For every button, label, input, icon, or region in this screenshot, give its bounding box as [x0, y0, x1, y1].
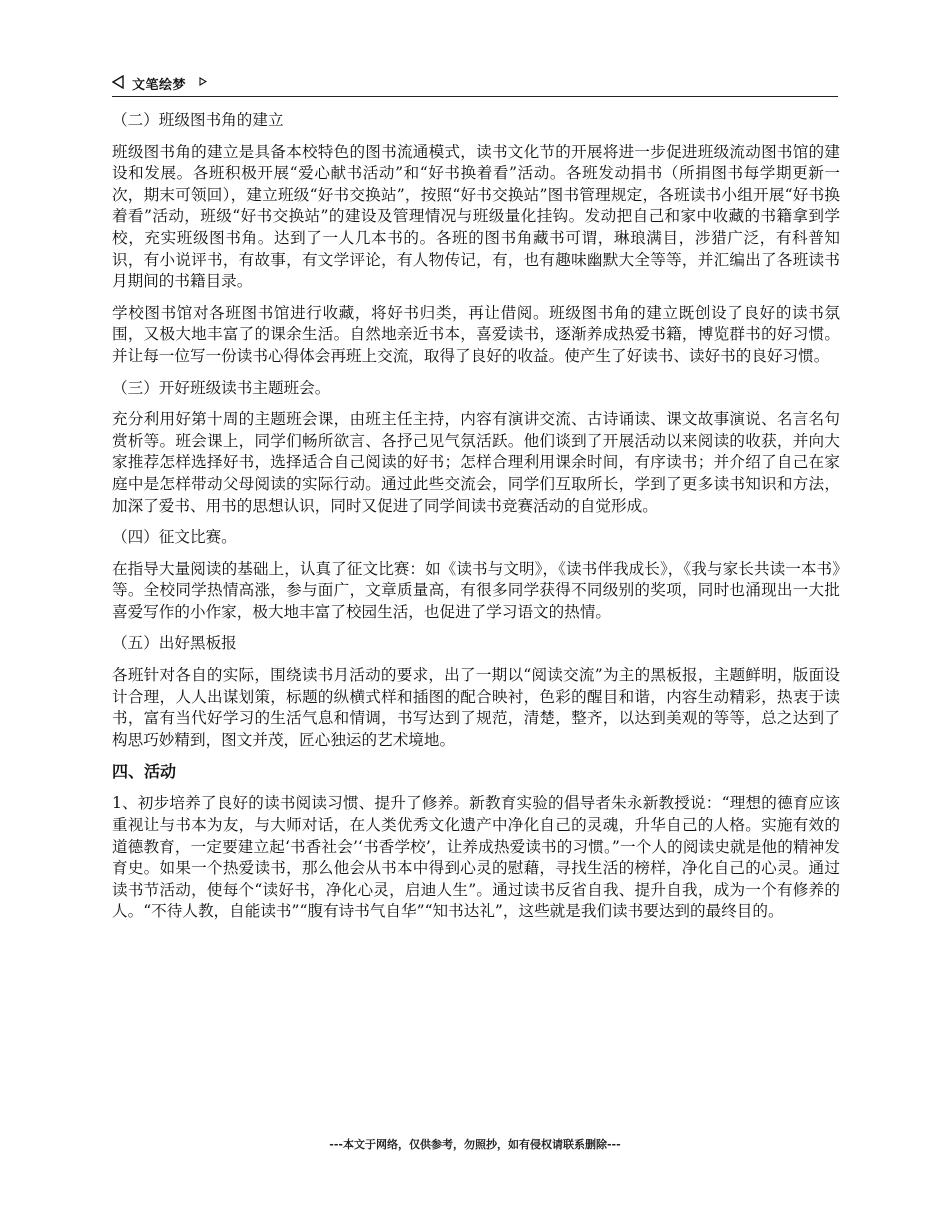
subsection-title: （二）班级图书角的建立 [112, 111, 284, 129]
subsection-title: （五）出好黑板报 [112, 634, 237, 653]
footer-disclaimer: ---本文于网络，仅供参考，勿照抄，如有侵权请联系删除--- [329, 1138, 621, 1151]
triangle-right-outline-icon [199, 77, 207, 86]
paragraph: 班级图书角的建立是具备本校特色的图书流通模式，读书文化节的开展将进一步促进班级流动图书馆的建设和发展。各班积极开展“爱心献书活动”和“好书换着看”活动。各班发动捐书（所捐图书每学期更新一次，期末可领回），建立班级“好书交换站”，按照“好书交换站”图书管理规定，各班读书小组开展“好书换着看”活动，班级“好书交换站”的建设及管理情况与班级量化挂钩。发动把自己和家中收藏的书籍拿到学校，充实班级图书角。达到了一人几本书的。各班的图书角藏书可谓，琳琅满目，涉猎广泛，有科普知识，有小说评书，有故事，有文学评论，有人物传记，有，也有趣味幽默大全等等，并汇编出了各班读书月期间的书籍目录。 [112, 142, 840, 291]
subsection-title: （三）开好班级读书主题班会。 [112, 378, 331, 397]
paragraph: 各班针对各自的实际，围绕读书月活动的要求，出了一期以“阅读交流”为主的黑板报，主题鲜明，版面设计合理，人人出谋划策，标题的纵横式样和插图的配合映衬，色彩的醒目和谐，内容生动精彩，热衷于读书，富有当代好学习的生活气息和情调，书写达到了规范，清楚，整齐，以达到美观的等等，总之达到了构思巧妙精到，图文并茂，匠心独运的艺术境地。 [112, 666, 840, 749]
paragraph: 学校图书馆对各班图书馆进行收藏，将好书归类，再让借阅。班级图书角的建立既创设了良好的读书氛围，又极大地丰富了的课余生活。自然地亲近书本，喜爱读书，逐渐养成热爱书籍，博览群书的好习惯。并让每一位写一份读书心得体会再班上交流，取得了良好的收益。使产生了好读书、读好书的良好习惯。 [112, 303, 840, 365]
section-heading: 四、活动 [112, 762, 177, 782]
document-body [112, 110, 840, 933]
triangle-left-outline-icon [112, 75, 124, 89]
paragraph: 在指导大量阅读的基础上，认真了征文比赛：如《读书与文明》，《读书伴我成长》，《我与家长共读一本书》等。全校同学热情高涨，参与面广，文章质量高，有很多同学获得不同级别的奖项，同时也涌现出一大批喜爱写作的小作家，极大地丰富了校园生活，也促进了学习语文的热情。 [112, 559, 840, 621]
paragraph: 充分利用好第十周的主题班会课，由班主任主持，内容有演讲交流、古诗诵读、课文故事演说、名言名句赏析等。班会课上，同学们畅所欲言、各抒己见气氛活跃。他们谈到了开展活动以来阅读的收获，并向大家推荐怎样选择好书，选择适合自己阅读的好书；怎样合理利用课余时间，有序读书；并介绍了自己在家庭中是怎样带动父母阅读的实际行动。通过此些交流会，同学们互取所长，学到了更多读书知识和方法，加深了爱书、用书的思想认识，同时又促进了同学间读书竞赛活动的自觉形成。 [112, 410, 840, 515]
page-header [112, 72, 838, 97]
header-brand: 文笔绘梦 [132, 78, 187, 93]
subsection-title: （四）征文比赛。 [112, 528, 237, 547]
paragraph: 1、初步培养了良好的读书阅读习惯、提升了修养。新教育实验的倡导者朱永新教授说：“理想的德育应该重视让与书本为友，与大师对话，在人类优秀文化遗产中净化自己的灵魂，升华自己的人格。实施有效的道德教育，一定要建立起‘书香社会’‘书香学校’，让养成热爱读书的习惯。”一个人的阅读史就是他的精神发育史。如果一个热爱读书，那么他会从书本中得到心灵的慰藉，寻找生活的榜样，净化自己的心灵。通过读书节活动，使每个“读好书，净化心灵，启迪人生”。通过读书反省自我、提升自我，成为一个有修养的人。“不待人教，自能读书”“腹有诗书气自华”“知书达礼”，这些就是我们读书要达到的最终目的。 [112, 794, 840, 921]
